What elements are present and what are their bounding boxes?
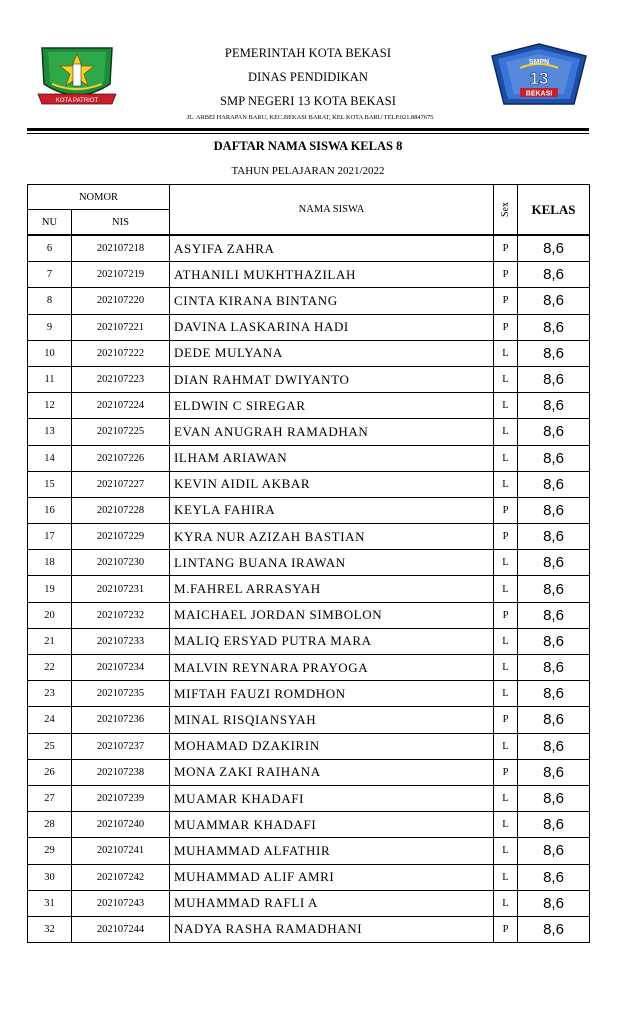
row-sex: L xyxy=(494,471,518,497)
row-sex: L xyxy=(494,838,518,864)
row-nu: 9 xyxy=(28,314,72,340)
row-sex: P xyxy=(494,707,518,733)
row-nu: 25 xyxy=(28,733,72,759)
letterhead-divider-thin xyxy=(27,133,589,134)
header-kelas: KELAS xyxy=(518,185,590,236)
row-nu: 31 xyxy=(28,890,72,916)
row-nama-siswa: KEYLA FAHIRA xyxy=(170,497,494,523)
row-nis: 202107243 xyxy=(72,890,170,916)
row-sex: L xyxy=(494,340,518,366)
row-sex: P xyxy=(494,235,518,262)
row-nu: 16 xyxy=(28,497,72,523)
row-nis: 202107219 xyxy=(72,262,170,288)
row-kelas: 8,6 xyxy=(518,759,590,785)
table-row xyxy=(28,445,590,471)
table-row xyxy=(28,288,590,314)
row-nama-siswa: DAVINA LASKARINA HADI xyxy=(170,314,494,340)
row-kelas: 8,6 xyxy=(518,655,590,681)
row-nis: 202107225 xyxy=(72,419,170,445)
smpn-13-badge-icon xyxy=(490,42,588,106)
table-row xyxy=(28,314,590,340)
row-nama-siswa: CINTA KIRANA BINTANG xyxy=(170,288,494,314)
row-nama-siswa: MOHAMAD DZAKIRIN xyxy=(170,733,494,759)
table-row xyxy=(28,864,590,890)
row-nu: 29 xyxy=(28,838,72,864)
row-nama-siswa: KEVIN AIDIL AKBAR xyxy=(170,471,494,497)
student-roster-table xyxy=(27,184,590,943)
header-sex-label: Sex xyxy=(500,202,511,217)
row-nis: 202107229 xyxy=(72,524,170,550)
row-sex: L xyxy=(494,890,518,916)
row-sex: L xyxy=(494,733,518,759)
row-nu: 8 xyxy=(28,288,72,314)
table-row xyxy=(28,366,590,392)
right-logo-number: 13 xyxy=(529,69,549,88)
row-nis: 202107222 xyxy=(72,340,170,366)
row-sex: L xyxy=(494,576,518,602)
row-nama-siswa: EVAN ANUGRAH RAMADHAN xyxy=(170,419,494,445)
row-kelas: 8,6 xyxy=(518,916,590,942)
row-nu: 23 xyxy=(28,681,72,707)
row-nama-siswa: MAICHAEL JORDAN SIMBOLON xyxy=(170,602,494,628)
row-nu: 6 xyxy=(28,235,72,262)
row-kelas: 8,6 xyxy=(518,576,590,602)
row-kelas: 8,6 xyxy=(518,497,590,523)
row-nama-siswa: ELDWIN C SIREGAR xyxy=(170,393,494,419)
table-row xyxy=(28,655,590,681)
row-nama-siswa: MUHAMMAD ALIF AMRI xyxy=(170,864,494,890)
row-nu: 30 xyxy=(28,864,72,890)
row-nis: 202107232 xyxy=(72,602,170,628)
table-row xyxy=(28,235,590,262)
document-title: DAFTAR NAMA SISWA KELAS 8 xyxy=(213,139,403,153)
row-nama-siswa: ATHANILI MUKHTHAZILAH xyxy=(170,262,494,288)
row-nu: 14 xyxy=(28,445,72,471)
row-kelas: 8,6 xyxy=(518,864,590,890)
row-nis: 202107231 xyxy=(72,576,170,602)
table-row xyxy=(28,524,590,550)
row-kelas: 8,6 xyxy=(518,445,590,471)
table-row xyxy=(28,576,590,602)
row-kelas: 8,6 xyxy=(518,838,590,864)
row-nama-siswa: ILHAM ARIAWAN xyxy=(170,445,494,471)
letterhead-department: DINAS PENDIDIKAN xyxy=(248,70,368,84)
row-nama-siswa: LINTANG BUANA IRAWAN xyxy=(170,550,494,576)
row-nu: 20 xyxy=(28,602,72,628)
header-nama-siswa: NAMA SISWA xyxy=(170,185,494,236)
row-sex: P xyxy=(494,524,518,550)
table-row xyxy=(28,838,590,864)
table-row xyxy=(28,262,590,288)
academic-year: TAHUN PELAJARAN 2021/2022 xyxy=(231,165,385,177)
row-sex: L xyxy=(494,628,518,654)
row-sex: P xyxy=(494,602,518,628)
row-nis: 202107235 xyxy=(72,681,170,707)
row-kelas: 8,6 xyxy=(518,628,590,654)
row-nis: 202107224 xyxy=(72,393,170,419)
row-sex: P xyxy=(494,262,518,288)
row-kelas: 8,6 xyxy=(518,550,590,576)
row-nis: 202107218 xyxy=(72,235,170,262)
row-sex: L xyxy=(494,785,518,811)
table-row xyxy=(28,812,590,838)
row-kelas: 8,6 xyxy=(518,393,590,419)
table-row xyxy=(28,681,590,707)
table-row xyxy=(28,602,590,628)
row-kelas: 8,6 xyxy=(518,340,590,366)
row-nis: 202107239 xyxy=(72,785,170,811)
row-nis: 202107226 xyxy=(72,445,170,471)
row-nama-siswa: MUHAMMAD ALFATHIR xyxy=(170,838,494,864)
row-nama-siswa: M.FAHREL ARRASYAH xyxy=(170,576,494,602)
row-sex: L xyxy=(494,550,518,576)
row-nu: 17 xyxy=(28,524,72,550)
row-kelas: 8,6 xyxy=(518,314,590,340)
row-nu: 11 xyxy=(28,366,72,392)
letterhead-divider-thick xyxy=(27,128,589,131)
row-kelas: 8,6 xyxy=(518,419,590,445)
row-nis: 202107223 xyxy=(72,366,170,392)
header-nomor: NOMOR xyxy=(28,185,170,210)
row-sex: P xyxy=(494,759,518,785)
row-kelas: 8,6 xyxy=(518,471,590,497)
table-row xyxy=(28,628,590,654)
table-row xyxy=(28,497,590,523)
row-nama-siswa: MINAL RISQIANSYAH xyxy=(170,707,494,733)
row-kelas: 8,6 xyxy=(518,288,590,314)
row-nu: 19 xyxy=(28,576,72,602)
row-nama-siswa: MUAMAR KHADAFI xyxy=(170,785,494,811)
row-sex: L xyxy=(494,419,518,445)
header-nu: NU xyxy=(28,210,72,236)
row-kelas: 8,6 xyxy=(518,235,590,262)
row-nis: 202107221 xyxy=(72,314,170,340)
row-nama-siswa: DEDE MULYANA xyxy=(170,340,494,366)
row-nis: 202107241 xyxy=(72,838,170,864)
letterhead-school: SMP NEGERI 13 KOTA BEKASI xyxy=(219,94,397,108)
row-kelas: 8,6 xyxy=(518,602,590,628)
row-sex: L xyxy=(494,655,518,681)
table-row xyxy=(28,916,590,942)
row-kelas: 8,6 xyxy=(518,812,590,838)
row-nama-siswa: MONA ZAKI RAIHANA xyxy=(170,759,494,785)
row-nis: 202107237 xyxy=(72,733,170,759)
row-nama-siswa: MALIQ ERSYAD PUTRA MARA xyxy=(170,628,494,654)
row-nu: 7 xyxy=(28,262,72,288)
row-kelas: 8,6 xyxy=(518,524,590,550)
row-nama-siswa: DIAN RAHMAT DWIYANTO xyxy=(170,366,494,392)
table-row xyxy=(28,340,590,366)
row-nis: 202107236 xyxy=(72,707,170,733)
row-nis: 202107234 xyxy=(72,655,170,681)
table-row xyxy=(28,759,590,785)
table-row xyxy=(28,419,590,445)
row-nu: 26 xyxy=(28,759,72,785)
row-nis: 202107233 xyxy=(72,628,170,654)
row-nis: 202107227 xyxy=(72,471,170,497)
row-sex: L xyxy=(494,445,518,471)
row-nu: 22 xyxy=(28,655,72,681)
roster-body xyxy=(28,235,590,943)
row-nama-siswa: MALVIN REYNARA PRAYOGA xyxy=(170,655,494,681)
header-nis: NIS xyxy=(72,210,170,236)
row-kelas: 8,6 xyxy=(518,262,590,288)
row-nis: 202107244 xyxy=(72,916,170,942)
row-nu: 12 xyxy=(28,393,72,419)
row-kelas: 8,6 xyxy=(518,681,590,707)
row-nama-siswa: KYRA NUR AZIZAH BASTIAN xyxy=(170,524,494,550)
table-row xyxy=(28,785,590,811)
row-nama-siswa: MIFTAH FAUZI ROMDHON xyxy=(170,681,494,707)
row-nis: 202107228 xyxy=(72,497,170,523)
kota-bekasi-emblem-icon xyxy=(36,44,118,110)
table-row xyxy=(28,890,590,916)
row-sex: L xyxy=(494,864,518,890)
row-sex: L xyxy=(494,812,518,838)
table-row xyxy=(28,550,590,576)
row-nu: 10 xyxy=(28,340,72,366)
right-logo-label: BEKASI xyxy=(525,90,553,98)
table-row xyxy=(28,733,590,759)
row-sex: L xyxy=(494,366,518,392)
row-sex: P xyxy=(494,497,518,523)
row-nu: 18 xyxy=(28,550,72,576)
table-row xyxy=(28,471,590,497)
row-kelas: 8,6 xyxy=(518,785,590,811)
row-nis: 202107242 xyxy=(72,864,170,890)
letterhead-address: JL. ARBEI HARAPAN BARU, KEC.BEKASI BARAT, KEL KOTA BARU TELP.021.8847675 xyxy=(186,114,434,121)
row-nama-siswa: ASYIFA ZAHRA xyxy=(170,235,494,262)
row-nama-siswa: NADYA RASHA RAMADHANI xyxy=(170,916,494,942)
row-kelas: 8,6 xyxy=(518,707,590,733)
row-sex: L xyxy=(494,681,518,707)
header-sex xyxy=(494,185,518,236)
row-nama-siswa: MUAMMAR KHADAFI xyxy=(170,812,494,838)
row-sex: L xyxy=(494,393,518,419)
table-row xyxy=(28,393,590,419)
right-logo-top: SMPN xyxy=(528,59,550,66)
letterhead-government: PEMERINTAH KOTA BEKASI xyxy=(224,46,392,60)
row-kelas: 8,6 xyxy=(518,733,590,759)
row-nu: 24 xyxy=(28,707,72,733)
row-nama-siswa: MUHAMMAD RAFLI A xyxy=(170,890,494,916)
row-nis: 202107230 xyxy=(72,550,170,576)
row-nu: 15 xyxy=(28,471,72,497)
row-nu: 13 xyxy=(28,419,72,445)
row-nis: 202107220 xyxy=(72,288,170,314)
row-nu: 28 xyxy=(28,812,72,838)
row-kelas: 8,6 xyxy=(518,890,590,916)
row-nis: 202107240 xyxy=(72,812,170,838)
row-nis: 202107238 xyxy=(72,759,170,785)
left-logo-label: KOTA PATRIOT xyxy=(55,98,99,104)
table-row xyxy=(28,707,590,733)
row-nu: 27 xyxy=(28,785,72,811)
row-nu: 32 xyxy=(28,916,72,942)
row-sex: P xyxy=(494,288,518,314)
row-sex: P xyxy=(494,916,518,942)
row-sex: P xyxy=(494,314,518,340)
row-nu: 21 xyxy=(28,628,72,654)
row-kelas: 8,6 xyxy=(518,366,590,392)
